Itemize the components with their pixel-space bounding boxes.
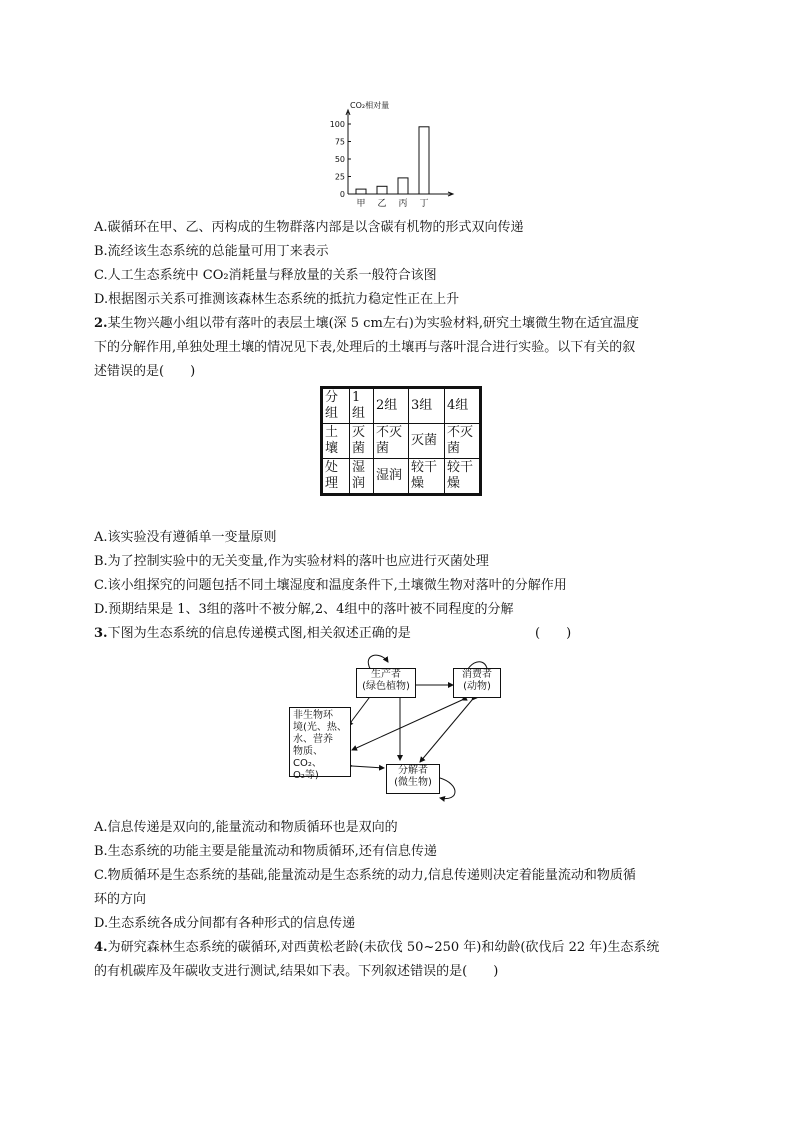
abiotic-label-line: 境(光、热、 bbox=[293, 722, 347, 733]
q2-stem-line1 bbox=[94, 315, 639, 333]
q1-option-a: A.碳循环在甲、乙、丙构成的生物群落内部是以含碳有机物的形式双向传递 bbox=[94, 220, 524, 235]
abiotic-label-line: 非生物环 bbox=[293, 710, 333, 721]
co2-bar-chart bbox=[320, 96, 460, 212]
table-cell: 不灭菌 bbox=[374, 424, 409, 459]
q3-option-a: A.信息传递是双向的,能量流动和物质循环也是双向的 bbox=[94, 820, 398, 835]
table-cell: 处理 bbox=[322, 459, 350, 495]
bar-4 bbox=[419, 127, 429, 194]
y-tick-label: 25 bbox=[334, 172, 345, 182]
arrow-consumer-abiotic bbox=[352, 700, 462, 750]
q1-option-b: B.流经该生态系统的总能量可用丁来表示 bbox=[94, 244, 329, 259]
abiotic-environment-box bbox=[289, 707, 351, 781]
q4-stem-text: 为研究森林生态系统的碳循环,对西黄松老龄(未砍伐 50~250 年)和幼龄(砍伐后 22 年)生态系统 bbox=[107, 940, 660, 955]
q3-option-c-continued: 环的方向 bbox=[94, 892, 147, 907]
table-cell: 3组 bbox=[409, 388, 445, 424]
q3-stem bbox=[94, 625, 411, 643]
abiotic-label-line: 水、营养 bbox=[293, 734, 333, 745]
q2-option-d: D.预期结果是 1、3组的落叶不被分解,2、4组中的落叶被不同程度的分解 bbox=[94, 602, 514, 617]
x-tick-label: 甲 bbox=[356, 199, 366, 209]
q3-answer-paren: ( ) bbox=[535, 626, 572, 641]
x-tick-label: 丙 bbox=[398, 199, 408, 209]
q2-option-b: B.为了控制实验中的无关变量,作为实验材料的落叶也应进行灭菌处理 bbox=[94, 554, 489, 569]
table-cell: 灭菌 bbox=[409, 424, 445, 459]
table-cell: 湿润 bbox=[374, 459, 409, 495]
q2-option-c: C.该小组探究的问题包括不同土壤湿度和温度条件下,土壤微生物对落叶的分解作用 bbox=[94, 578, 567, 593]
q2-number: 2. bbox=[94, 316, 108, 331]
q4-stem-line2: 的有机碳库及年碳收支进行测试,结果如下表。下列叙述错误的是( ) bbox=[94, 964, 499, 979]
table-cell: 湿润 bbox=[350, 459, 374, 495]
table-cell: 灭菌 bbox=[350, 424, 374, 459]
x-tick-label: 乙 bbox=[377, 199, 387, 209]
q2-stem-line2: 下的分解作用,单独处理土壤的情况见下表,处理后的土壤再与落叶混合进行实验。以下有关的叙 bbox=[94, 340, 636, 355]
q3-number: 3. bbox=[94, 626, 108, 641]
q2-stem-text: 某生物兴趣小组以带有落叶的表层土壤(深 5 cm左右)为实验材料,研究土壤微生物在适宜温度 bbox=[107, 316, 639, 331]
table-row bbox=[322, 459, 481, 495]
table-cell: 分组 bbox=[322, 388, 350, 424]
soil-treatment-table bbox=[320, 386, 482, 496]
table-cell: 较干燥 bbox=[409, 459, 445, 495]
table-cell: 4组 bbox=[445, 388, 481, 424]
table-cell: 2组 bbox=[374, 388, 409, 424]
q2-stem-line3: 述错误的是( ) bbox=[94, 364, 196, 379]
producer-sublabel: (绿色植物) bbox=[362, 681, 410, 692]
y-tick-label: 75 bbox=[334, 137, 345, 147]
x-tick-label: 丁 bbox=[419, 199, 429, 209]
y-tick-label: 100 bbox=[329, 120, 345, 129]
decomposer-box bbox=[386, 764, 440, 794]
q3-option-c: C.物质循环是生态系统的基础,能量流动是生态系统的动力,信息传递则决定着能量流动和物质循 bbox=[94, 868, 636, 883]
q2-option-a: A.该实验没有遵循单一变量原则 bbox=[94, 530, 277, 545]
q4-number: 4. bbox=[94, 940, 108, 955]
q3-option-d: D.生态系统各成分间都有各种形式的信息传递 bbox=[94, 916, 356, 931]
abiotic-label-line: 物质、CO₂、 bbox=[293, 746, 323, 769]
arrow-decomposer-self bbox=[440, 778, 455, 799]
bar-3 bbox=[398, 178, 408, 194]
table-cell: 1组 bbox=[350, 388, 374, 424]
decomposer-sublabel: (微生物) bbox=[394, 777, 432, 788]
q3-option-b: B.生态系统的功能主要是能量流动和物质循环,还有信息传递 bbox=[94, 844, 437, 859]
table-row bbox=[322, 424, 481, 459]
y-tick-label: 0 bbox=[339, 190, 345, 199]
producer-box bbox=[356, 668, 416, 698]
bar-1 bbox=[356, 189, 366, 194]
table-row bbox=[322, 388, 481, 424]
arrow-producer-abiotic bbox=[348, 694, 372, 726]
table-cell: 不灭菌 bbox=[445, 424, 481, 459]
y-tick-label: 50 bbox=[334, 155, 345, 164]
arrow-abiotic-decomposer bbox=[352, 766, 384, 768]
consumer-box bbox=[453, 668, 501, 698]
decomposer-label: 分解者 bbox=[398, 765, 428, 776]
q4-stem-line1 bbox=[94, 939, 659, 957]
q1-option-c: C.人工生态系统中 CO₂消耗量与释放量的关系一般符合该图 bbox=[94, 268, 437, 283]
consumer-sublabel: (动物) bbox=[463, 681, 491, 692]
bar-2 bbox=[377, 186, 387, 194]
producer-label: 生产者 bbox=[371, 669, 401, 680]
y-axis-label: CO₂相对量 bbox=[350, 101, 390, 110]
q3-stem-text: 下图为生态系统的信息传递模式图,相关叙述正确的是 bbox=[107, 626, 411, 641]
q1-option-d: D.根据图示关系可推测该森林生态系统的抵抗力稳定性正在上升 bbox=[94, 292, 460, 307]
table-cell: 较干燥 bbox=[445, 459, 481, 495]
abiotic-label-line: O₂等) bbox=[293, 770, 319, 781]
arrow-consumer-decomposer bbox=[420, 700, 472, 762]
consumer-label: 消费者 bbox=[462, 669, 492, 680]
table-cell: 土壤 bbox=[322, 424, 350, 459]
